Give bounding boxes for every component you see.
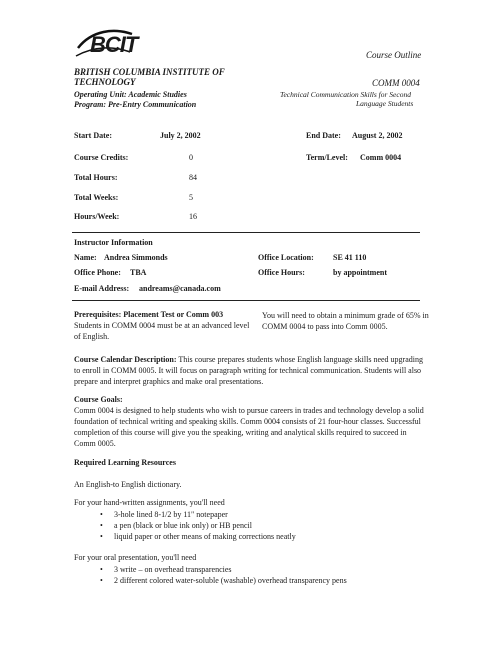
doc-type: Course Outline <box>366 50 422 60</box>
start-date-label: Start Date: <box>74 131 112 140</box>
logo-text: BCIT <box>90 32 138 57</box>
calendar-heading: Course Calendar Description: <box>74 355 177 364</box>
goals-text: Comm 0004 is designed to help students who wish to pursue careers in trades and technology develop a solid foundation of technical writing and speaking skills. Comm 0004 consists of 21 four-hour classes. Successful completion of this course will give you the speaking, writing and analytical skills required to succeed in Comm 0005. <box>74 406 424 448</box>
course-title-line1: Technical Communication Skills for Second <box>280 90 411 99</box>
instructor-heading: Instructor Information <box>74 238 153 247</box>
handwritten-intro: For your hand-written assignments, you'll need <box>74 498 225 507</box>
oral-intro: For your oral presentation, you'll need <box>74 553 197 562</box>
list-item: • 2 different colored water-soluble (washable) overhead transparency pens <box>100 575 430 586</box>
total-hours-value: 84 <box>189 173 197 182</box>
prereq-left-text: Students in COMM 0004 must be at an advanced level of English. <box>74 321 250 341</box>
oral-list <box>100 564 430 586</box>
hours-per-week-value: 16 <box>189 212 197 221</box>
operating-unit: Operating Unit: Academic Studies <box>74 90 187 99</box>
resources-heading: Required Learning Resources <box>74 458 176 467</box>
end-date-label: End Date: <box>306 131 341 140</box>
calendar-description <box>74 354 430 387</box>
total-weeks-value: 5 <box>189 193 193 202</box>
term-label: Term/Level: <box>306 153 348 162</box>
list-item: • a pen (black or blue ink only) or HB pencil <box>100 520 430 531</box>
end-date-value: August 2, 2002 <box>352 131 403 140</box>
institution-line2: TECHNOLOGY <box>74 77 136 87</box>
goals-heading: Course Goals: <box>74 395 123 404</box>
credits-label: Course Credits: <box>74 153 129 162</box>
calendar-text: This course prepares students whose English language skills need upgrading to enroll in COMM 0005. It will focus on paragraph writing for technical communication. Students will also prepare and interpret graphics and make oral presentations. <box>74 355 423 386</box>
institution-line1: BRITISH COLUMBIA INSTITUTE OF <box>74 67 225 77</box>
program: Program: Pre-Entry Communication <box>74 100 197 109</box>
instructor-name-label: Name: <box>74 253 97 262</box>
list-item: • liquid paper or other means of making corrections neatly <box>100 531 430 542</box>
start-date-value: July 2, 2002 <box>160 131 201 140</box>
dictionary-text: An English-to English dictionary. <box>74 480 182 489</box>
list-item: • 3 write – on overhead transparencies <box>100 564 430 575</box>
office-phone-value: TBA <box>130 268 147 277</box>
total-weeks-label: Total Weeks: <box>74 193 119 202</box>
office-hours-label: Office Hours: <box>258 268 305 277</box>
email-label: E-mail Address: <box>74 284 130 293</box>
term-value: Comm 0004 <box>360 153 402 162</box>
prereq-right-text: You will need to obtain a minimum grade of 65% in COMM 0004 to pass into Comm 0005. <box>262 311 429 331</box>
course-title-line2: Language Students <box>356 99 414 108</box>
prereq-heading: Prerequisites: Placement Test or Comm 003 <box>74 310 224 319</box>
total-hours-label: Total Hours: <box>74 173 118 182</box>
handwritten-list <box>100 509 430 542</box>
office-location-value: SE 41 110 <box>333 253 367 262</box>
office-location-label: Office Location: <box>258 253 314 262</box>
credits-value: 0 <box>189 153 193 162</box>
hours-per-week-label: Hours/Week: <box>74 212 120 221</box>
course-code: COMM 0004 <box>372 78 420 88</box>
divider-top <box>72 232 420 233</box>
list-item: • 3-hole lined 8-1/2 by 11" notepaper <box>100 509 430 520</box>
email-value[interactable]: andreams@canada.com <box>139 284 221 293</box>
office-hours-value: by appointment <box>333 268 388 277</box>
office-phone-label: Office Phone: <box>74 268 121 277</box>
divider-bottom <box>72 300 420 301</box>
instructor-name-value: Andrea Simmonds <box>104 253 168 262</box>
